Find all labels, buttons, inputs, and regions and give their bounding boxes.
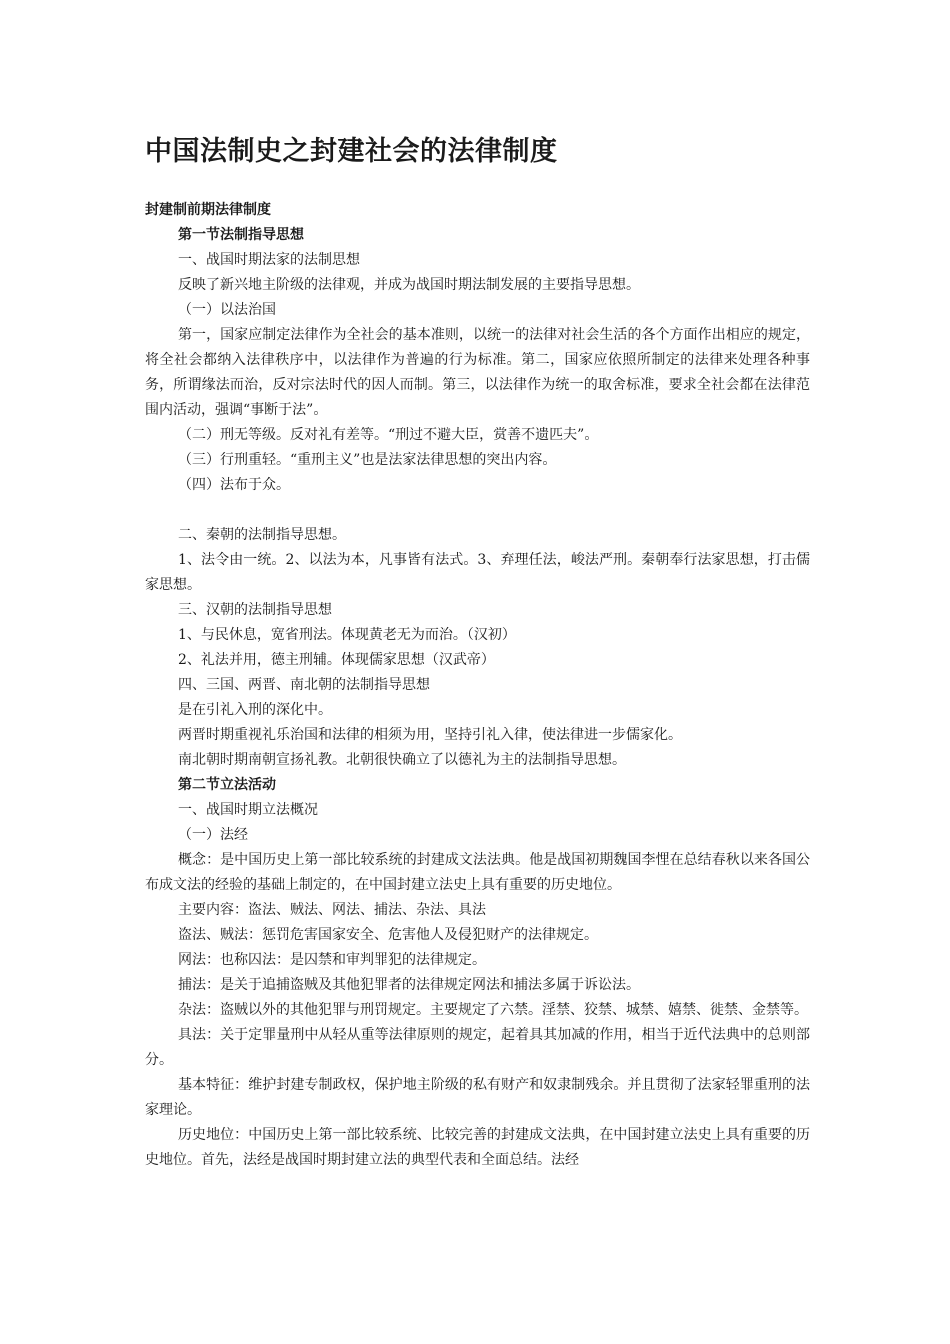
section-heading: 封建制前期法律制度 — [145, 202, 271, 218]
paragraph: 网法：也称囚法：是囚禁和审判罪犯的法律规定。 — [178, 952, 486, 968]
paragraph: 捕法：是关于追捕盗贼及其他犯罪者的法律规定网法和捕法多属于诉讼法。 — [178, 977, 640, 993]
paragraph: 二、秦朝的法制指导思想。 — [178, 527, 346, 543]
paragraph: 三、汉朝的法制指导思想 — [178, 602, 332, 618]
paragraph: （四）法布于众。 — [178, 477, 290, 493]
paragraph: 四、三国、两晋、南北朝的法制指导思想 — [178, 677, 430, 693]
paragraph: （二）刑无等级。反对礼有差等。“刑过不避大臣，赏善不遗匹夫”。 — [178, 427, 599, 443]
paragraph: 一、战国时期立法概况 — [178, 802, 318, 818]
paragraph: 1、与民休息，宽省刑法。体现黄老无为而治。（汉初） — [178, 627, 516, 643]
paragraph: 杂法：盗贼以外的其他犯罪与刑罚规定。主要规定了六禁。淫禁、狡禁、城禁、嬉禁、徙禁、金禁等。 — [178, 1002, 808, 1018]
paragraph: 具法：关于定罪量刑中从轻从重等法律原则的规定，起着具其加减的作用，相当于近代法典中的总则部分。 — [145, 1027, 810, 1068]
paragraph: 2、礼法并用，德主刑辅。体现儒家思想（汉武帝） — [178, 652, 495, 668]
paragraph: 概念：是中国历史上第一部比较系统的封建成文法法典。他是战国初期魏国李悝在总结春秋以来各国公布成文法的经验的基础上制定的，在中国封建立法史上具有重要的历史地位。 — [145, 852, 810, 893]
paragraph: （一）以法治国 — [178, 302, 276, 318]
section-heading: 第二节立法活动 — [178, 777, 276, 793]
paragraph: 反映了新兴地主阶级的法律观，并成为战国时期法制发展的主要指导思想。 — [178, 277, 640, 293]
document-body — [145, 198, 810, 1173]
paragraph: 主要内容：盗法、贼法、网法、捕法、杂法、具法 — [178, 902, 486, 918]
document-title: 中国法制史之封建社会的法律制度 — [145, 136, 558, 167]
paragraph: 盗法、贼法：惩罚危害国家安全、危害他人及侵犯财产的法律规定。 — [178, 927, 598, 943]
paragraph: 第一，国家应制定法律作为全社会的基本准则，以统一的法律对社会生活的各个方面作出相应的规定，将全社会都纳入法律秩序中，以法律作为普遍的行为标准。第二，国家应依照所制定的法律来处理各种事务，所谓缘法而治，反对宗法时代的因人而制。第三，以法律作为统一的取舍标准，要求全社会都在法律范围内活动，强调“事断于法”。 — [145, 327, 810, 418]
paragraph: 南北朝时期南朝宣扬礼教。北朝很快确立了以德礼为主的法制指导思想。 — [178, 752, 626, 768]
paragraph: 一、战国时期法家的法制思想 — [178, 252, 360, 268]
paragraph: （三）行刑重轻。“重刑主义”也是法家法律思想的突出内容。 — [178, 452, 557, 468]
paragraph: 历史地位：中国历史上第一部比较系统、比较完善的封建成文法典，在中国封建立法史上具有重要的历史地位。首先，法经是战国时期封建立法的典型代表和全面总结。法经 — [145, 1127, 810, 1168]
section-heading: 第一节法制指导思想 — [178, 227, 304, 243]
paragraph: 基本特征：维护封建专制政权，保护地主阶级的私有财产和奴隶制残余。并且贯彻了法家轻罪重刑的法家理论。 — [145, 1077, 810, 1118]
paragraph: （一）法经 — [178, 827, 248, 843]
paragraph: 1、法令由一统。2、以法为本，凡事皆有法式。3、弃理任法，峻法严刑。秦朝奉行法家思想，打击儒家思想。 — [145, 552, 810, 593]
paragraph: 是在引礼入刑的深化中。 — [178, 702, 332, 718]
blank-line — [145, 498, 810, 523]
paragraph: 两晋时期重视礼乐治国和法律的相须为用，坚持引礼入律，使法律进一步儒家化。 — [178, 727, 682, 743]
